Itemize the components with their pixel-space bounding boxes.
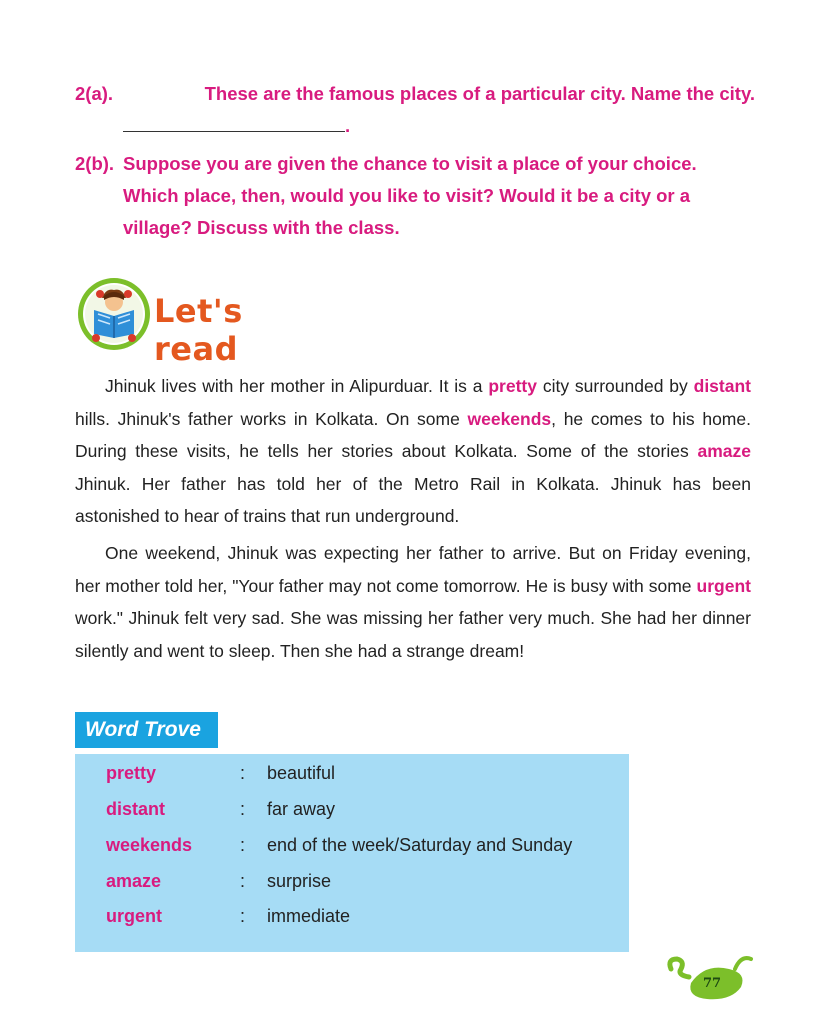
glossary-colon: : bbox=[240, 871, 246, 891]
section-title: Let's read bbox=[154, 292, 243, 368]
glossary-word: distant bbox=[106, 799, 166, 819]
child-reading-icon bbox=[76, 276, 152, 352]
word-trove-box bbox=[75, 754, 629, 952]
story-paragraph-1 bbox=[75, 370, 751, 533]
story-text: , he comes to his home. During these visits, he tells her stories about Kolkata. Some of the stories bbox=[75, 408, 751, 461]
story-text: hills. Jhinuk's father works in Kolkata. On some bbox=[75, 408, 468, 429]
glossary-meaning: immediate bbox=[267, 906, 351, 926]
glossary-colon: : bbox=[240, 835, 246, 855]
lets-read-heading bbox=[76, 276, 336, 368]
keyword-distant: distant bbox=[693, 376, 751, 396]
glossary-meaning: beautiful bbox=[267, 763, 336, 783]
story-text: work." Jhinuk felt very sad. She was missing her father very much. She had her dinner silently and went to sleep. Then she had a strange dream! bbox=[75, 608, 751, 661]
question-number: 2(b). bbox=[75, 153, 115, 174]
story-paragraph-2 bbox=[75, 537, 751, 667]
glossary-word: pretty bbox=[106, 763, 157, 783]
question-2a bbox=[75, 78, 755, 142]
glossary-meaning: end of the week/Saturday and Sunday bbox=[267, 835, 573, 855]
glossary-colon: : bbox=[240, 906, 246, 926]
glossary-word: weekends bbox=[106, 835, 193, 855]
story-text: Jhinuk. Her father has told her of the Metro Rail in Kolkata. Jhinuk has been astonished to hear of trains that run underground. bbox=[75, 473, 751, 526]
glossary-colon: : bbox=[240, 799, 246, 819]
glossary-colon: : bbox=[240, 763, 246, 783]
question-text: These are the famous places of a particular city. Name the city. bbox=[204, 83, 755, 104]
page-number: 77 bbox=[703, 976, 722, 991]
story-text: One weekend, Jhinuk was expecting her father to arrive. But on Friday evening, her mother told her, "Your father may not come tomorrow. He is busy with some bbox=[75, 543, 751, 596]
story-text: city surrounded by bbox=[536, 376, 694, 396]
glossary-meaning: surprise bbox=[267, 871, 332, 891]
blank-period: . bbox=[345, 115, 351, 136]
answer-blank bbox=[123, 113, 345, 132]
question-number: 2(a). bbox=[75, 83, 114, 104]
word-trove-title: Word Trove bbox=[75, 712, 218, 748]
keyword-urgent: urgent bbox=[696, 575, 751, 596]
keyword-pretty: pretty bbox=[488, 376, 537, 396]
glossary-meaning: far away bbox=[267, 799, 336, 819]
question-text: Suppose you are given the chance to visit a place of your choice. Which place, then, would you like to visit? Would it be a city or a village? Discuss with the class. bbox=[123, 153, 697, 238]
keyword-amaze: amaze bbox=[697, 441, 751, 461]
page-number-badge bbox=[665, 953, 755, 1003]
glossary-word: amaze bbox=[106, 871, 162, 891]
story-text: Jhinuk lives with her mother in Alipurduar. It is a bbox=[105, 376, 489, 396]
keyword-weekends: weekends bbox=[467, 408, 552, 429]
glossary-word: urgent bbox=[106, 906, 162, 926]
question-2b bbox=[75, 148, 755, 244]
